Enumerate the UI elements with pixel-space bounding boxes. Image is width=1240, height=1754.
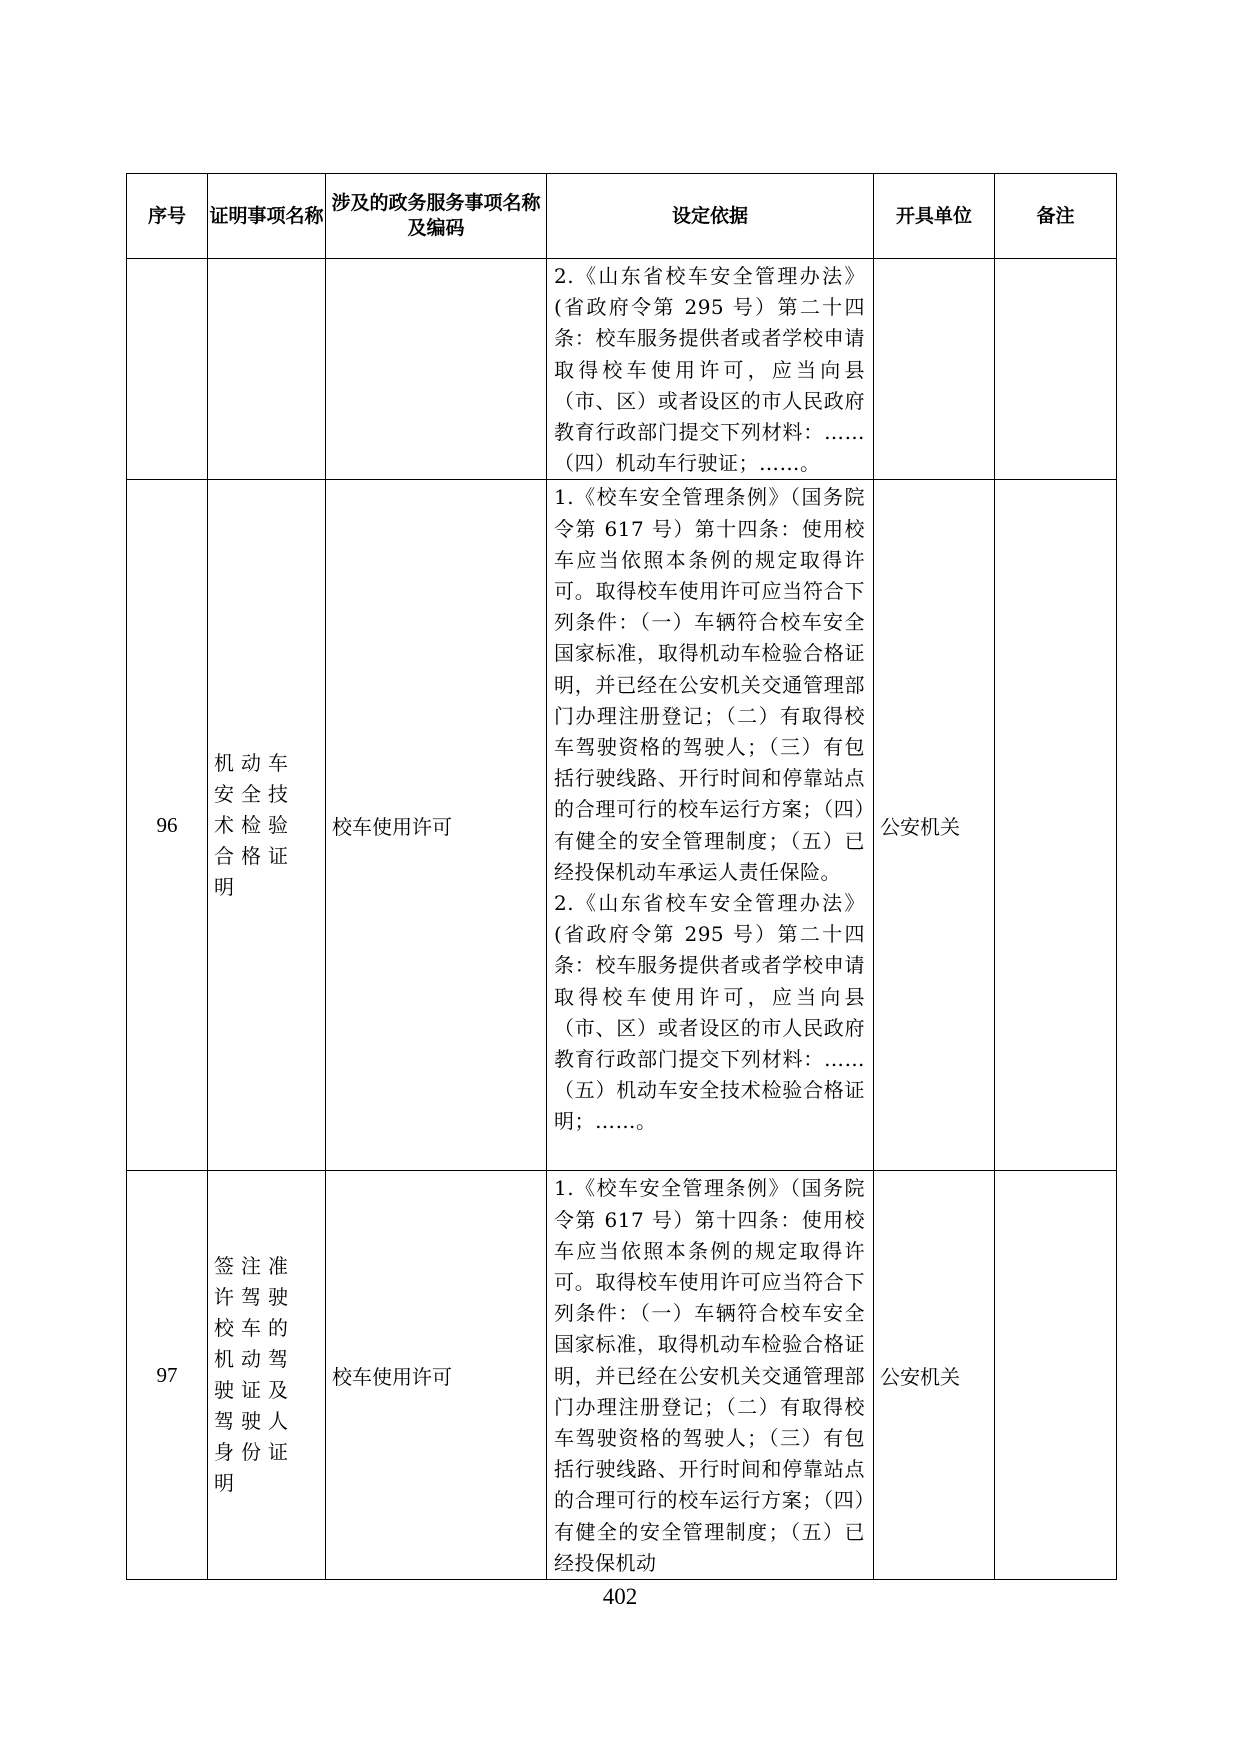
page-number: 402 bbox=[602, 1584, 638, 1609]
header-seq: 序号 bbox=[127, 174, 208, 259]
header-remark: 备注 bbox=[995, 174, 1117, 259]
header-basis: 设定依据 bbox=[547, 174, 874, 259]
table-row bbox=[127, 480, 1117, 1171]
basis-paragraph: 1.《校车安全管理条例》（国务院令第 617 号）第十四条：使用校车应当依照本条例的规定取得许可。取得校车使用许可应当符合下列条件：（一）车辆符合校车安全国家标准，取得机动车检验合格证明，并已经在公安机关交通管理部门办理注册登记；（二）有取得校车驾驶资格的驾驶人；（三）有包括行驶线路、开行时间和停靠站点的合理可行的校车运行方案；（四）有健全的安全管理制度；（五）已经投保机动 bbox=[554, 1176, 865, 1575]
row-issuer: 公安机关 bbox=[874, 1171, 995, 1580]
table-header-row bbox=[127, 174, 1117, 259]
row-seq bbox=[127, 259, 208, 480]
row-service bbox=[326, 259, 547, 480]
row-remark bbox=[995, 1171, 1117, 1580]
row-basis bbox=[547, 259, 874, 480]
row-remark bbox=[995, 259, 1117, 480]
row-cert-name: 签注准许驾驶校车的机动驾驶证及驾驶人身份证明 bbox=[208, 1171, 326, 1580]
row-issuer bbox=[874, 259, 995, 480]
row-service: 校车使用许可 bbox=[326, 1171, 547, 1580]
basis-paragraph: 2.《山东省校车安全管理办法》(省政府令第 295 号）第二十四条：校车服务提供者或者学校申请取得校车使用许可，应当向县（市、区）或者设区的市人民政府教育行政部门提交下列材料：……（四）机动车行驶证；……。 bbox=[554, 264, 865, 476]
basis-paragraph: 1.《校车安全管理条例》（国务院令第 617 号）第十四条：使用校车应当依照本条例的规定取得许可。取得校车使用许可应当符合下列条件：（一）车辆符合校车安全国家标准，取得机动车检验合格证明，并已经在公安机关交通管理部门办理注册登记；（二）有取得校车驾驶资格的驾驶人；（三）有包括行驶线路、开行时间和停靠站点的合理可行的校车运行方案；（四）有健全的安全管理制度；（五）已经投保机动车承运人责任保险。 bbox=[554, 485, 865, 884]
table-row bbox=[127, 259, 1117, 480]
row-basis bbox=[547, 480, 874, 1171]
header-issuer: 开具单位 bbox=[874, 174, 995, 259]
table-row bbox=[127, 1171, 1117, 1580]
row-seq: 96 bbox=[127, 480, 208, 1171]
row-cert-name: 机动车安全技术检验合格证明 bbox=[208, 480, 326, 1171]
row-issuer: 公安机关 bbox=[874, 480, 995, 1171]
row-service: 校车使用许可 bbox=[326, 480, 547, 1171]
row-cert-name bbox=[208, 259, 326, 480]
basis-paragraph: 2.《山东省校车安全管理办法》(省政府令第 295 号）第二十四条：校车服务提供者或者学校申请取得校车使用许可，应当向县（市、区）或者设区的市人民政府教育行政部门提交下列材料：……（五）机动车安全技术检验合格证明；……。 bbox=[554, 891, 865, 1134]
certificate-items-table bbox=[126, 173, 1117, 1580]
header-service: 涉及的政务服务事项名称及编码 bbox=[326, 174, 547, 259]
header-cert-name: 证明事项名称 bbox=[208, 174, 326, 259]
row-basis bbox=[547, 1171, 874, 1580]
row-seq: 97 bbox=[127, 1171, 208, 1580]
row-remark bbox=[995, 480, 1117, 1171]
